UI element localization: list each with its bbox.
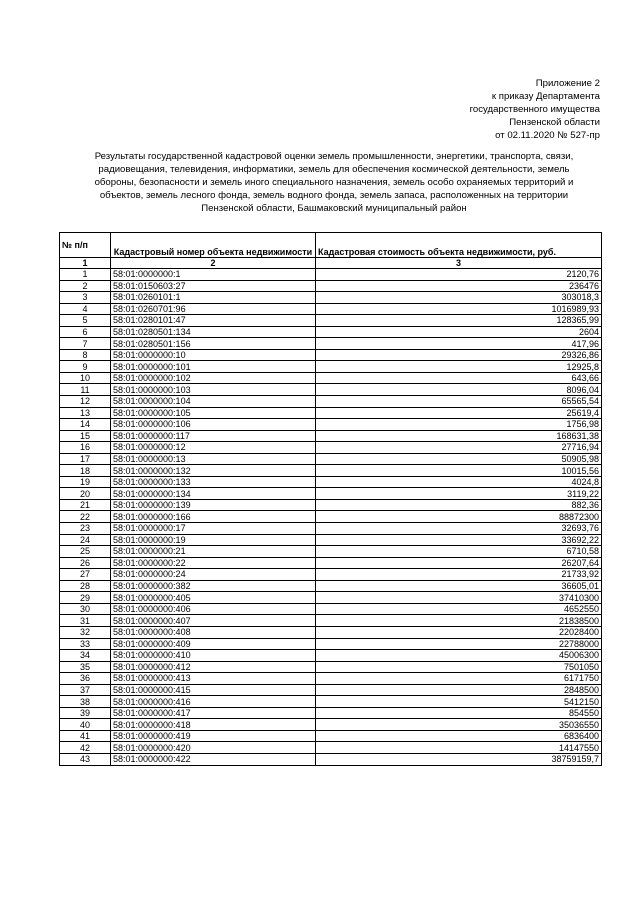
cadastral-number: 58:01:0000000:406 [111, 603, 316, 615]
cadastral-value: 45006300 [316, 650, 602, 662]
table-row [60, 465, 602, 477]
table-row [60, 661, 602, 673]
cadastral-number: 58:01:0000000:407 [111, 615, 316, 627]
cadastral-value: 4652550 [316, 603, 602, 615]
cadastral-number: 58:01:0000000:13 [111, 453, 316, 465]
row-number: 20 [60, 488, 111, 500]
row-number: 30 [60, 603, 111, 615]
row-number: 16 [60, 442, 111, 454]
header-number: № п/п [60, 233, 111, 258]
row-number: 40 [60, 719, 111, 731]
cadastral-value: 4024,8 [316, 476, 602, 488]
appendix-line: к приказу Департамента [491, 91, 600, 102]
cadastral-number: 58:01:0000000:12 [111, 442, 316, 454]
index-cell: 1 [60, 258, 111, 269]
table-row [60, 615, 602, 627]
row-number: 41 [60, 730, 111, 742]
table-row [60, 430, 602, 442]
table-row [60, 696, 602, 708]
table-row [60, 419, 602, 431]
cadastral-number: 58:01:0000000:417 [111, 707, 316, 719]
table-row [60, 742, 602, 754]
cadastral-number: 58:01:0000000:133 [111, 476, 316, 488]
row-number: 35 [60, 661, 111, 673]
cadastral-number: 58:01:0000000:132 [111, 465, 316, 477]
appendix-line: от 02.11.2020 № 527-пр [495, 130, 600, 141]
table-row [60, 326, 602, 338]
cadastral-number: 58:01:0280501:156 [111, 338, 316, 350]
table-row [60, 730, 602, 742]
title-line: радиовещания, телевидения, информатики, земель для обеспечения космической деятельности, земель [98, 164, 570, 175]
cadastral-number: 58:01:0000000:419 [111, 730, 316, 742]
row-number: 17 [60, 453, 111, 465]
table-row [60, 303, 602, 315]
cadastral-value: 8096,04 [316, 384, 602, 396]
cadastral-value: 38759159,7 [316, 753, 602, 765]
cadastral-number: 58:01:0000000:106 [111, 419, 316, 431]
row-number: 13 [60, 407, 111, 419]
cadastral-value: 854550 [316, 707, 602, 719]
table-row [60, 557, 602, 569]
cadastral-value: 50905,98 [316, 453, 602, 465]
table-row [60, 396, 602, 408]
cadastral-number: 58:01:0280101:47 [111, 315, 316, 327]
cadastral-value: 22788000 [316, 638, 602, 650]
row-number: 37 [60, 684, 111, 696]
cadastral-value: 35036550 [316, 719, 602, 731]
table-row [60, 523, 602, 535]
table-row [60, 269, 602, 281]
cadastral-value: 22028400 [316, 626, 602, 638]
cadastral-number: 58:01:0000000:412 [111, 661, 316, 673]
cadastral-number: 58:01:0000000:17 [111, 523, 316, 535]
table-row [60, 580, 602, 592]
cadastral-value: 5412150 [316, 696, 602, 708]
cadastral-value: 236476 [316, 280, 602, 292]
row-number: 22 [60, 511, 111, 523]
row-number: 39 [60, 707, 111, 719]
header-cadastral-value: Кадастровая стоимость объекта недвижимости, руб. [316, 233, 602, 258]
cadastral-number: 58:01:0000000:416 [111, 696, 316, 708]
table-row [60, 407, 602, 419]
table-row [60, 338, 602, 350]
table-row [60, 384, 602, 396]
appendix-line: Пензенской области [509, 117, 600, 128]
row-number: 43 [60, 753, 111, 765]
table-row [60, 638, 602, 650]
table-row [60, 673, 602, 685]
index-cell: 2 [111, 258, 316, 269]
cadastral-value: 14147550 [316, 742, 602, 754]
table-row [60, 603, 602, 615]
cadastral-value: 88872300 [316, 511, 602, 523]
appendix-line: Приложение 2 [535, 78, 600, 89]
cadastral-value: 1016989,93 [316, 303, 602, 315]
cadastral-value: 27716,94 [316, 442, 602, 454]
cadastral-value: 6710,58 [316, 546, 602, 558]
row-number: 25 [60, 546, 111, 558]
cadastral-number: 58:01:0000000:420 [111, 742, 316, 754]
cadastral-number: 58:01:0000000:101 [111, 361, 316, 373]
header-cadastral-number: Кадастровый номер объекта недвижимости [111, 233, 316, 258]
row-number: 10 [60, 372, 111, 384]
cadastral-number: 58:01:0000000:139 [111, 499, 316, 511]
table-row [60, 372, 602, 384]
cadastral-number: 58:01:0280501:134 [111, 326, 316, 338]
appendix-line: государственного имущества [469, 104, 600, 115]
table-index-row [60, 258, 602, 269]
row-number: 21 [60, 499, 111, 511]
cadastral-value: 65565,54 [316, 396, 602, 408]
cadastral-value: 6836400 [316, 730, 602, 742]
cadastral-number: 58:01:0000000:10 [111, 349, 316, 361]
row-number: 34 [60, 650, 111, 662]
row-number: 32 [60, 626, 111, 638]
table-row [60, 488, 602, 500]
cadastral-value: 36605,01 [316, 580, 602, 592]
row-number: 3 [60, 292, 111, 304]
cadastral-number: 58:01:0000000:166 [111, 511, 316, 523]
cadastral-value: 2848500 [316, 684, 602, 696]
row-number: 6 [60, 326, 111, 338]
table-row [60, 499, 602, 511]
appendix-header [470, 77, 600, 142]
cadastral-value: 303018,3 [316, 292, 602, 304]
table-row [60, 453, 602, 465]
table-row [60, 511, 602, 523]
row-number: 5 [60, 315, 111, 327]
cadastral-value: 2120,76 [316, 269, 602, 281]
row-number: 1 [60, 269, 111, 281]
cadastral-value: 128365,99 [316, 315, 602, 327]
document-title [64, 150, 604, 215]
cadastral-value: 37410300 [316, 592, 602, 604]
row-number: 8 [60, 349, 111, 361]
cadastral-value: 32693,76 [316, 523, 602, 535]
table-row [60, 592, 602, 604]
table-row [60, 626, 602, 638]
table-header-row [60, 233, 602, 258]
cadastral-number: 58:01:0000000:104 [111, 396, 316, 408]
table-row [60, 650, 602, 662]
cadastral-number: 58:01:0000000:409 [111, 638, 316, 650]
row-number: 7 [60, 338, 111, 350]
row-number: 4 [60, 303, 111, 315]
row-number: 23 [60, 523, 111, 535]
cadastral-value: 12925,8 [316, 361, 602, 373]
cadastral-number: 58:01:0000000:103 [111, 384, 316, 396]
cadastral-value: 25619,4 [316, 407, 602, 419]
row-number: 26 [60, 557, 111, 569]
table-row [60, 753, 602, 765]
row-number: 28 [60, 580, 111, 592]
row-number: 36 [60, 673, 111, 685]
cadastral-value: 1756,98 [316, 419, 602, 431]
cadastral-value: 168631,38 [316, 430, 602, 442]
table-row [60, 546, 602, 558]
cadastral-number: 58:01:0260101:1 [111, 292, 316, 304]
cadastral-value: 21838500 [316, 615, 602, 627]
cadastral-number: 58:01:0000000:1 [111, 269, 316, 281]
cadastral-number: 58:01:0000000:413 [111, 673, 316, 685]
table-row [60, 569, 602, 581]
table-row [60, 315, 602, 327]
table-row [60, 361, 602, 373]
cadastral-number: 58:01:0000000:408 [111, 626, 316, 638]
cadastral-number: 58:01:0260701:96 [111, 303, 316, 315]
cadastral-number: 58:01:0000000:134 [111, 488, 316, 500]
cadastral-value: 7501050 [316, 661, 602, 673]
cadastral-number: 58:01:0000000:415 [111, 684, 316, 696]
row-number: 29 [60, 592, 111, 604]
cadastral-number: 58:01:0000000:422 [111, 753, 316, 765]
table-row [60, 684, 602, 696]
cadastral-number: 58:01:0000000:24 [111, 569, 316, 581]
table-row [60, 280, 602, 292]
row-number: 31 [60, 615, 111, 627]
table-row [60, 534, 602, 546]
table-row [60, 442, 602, 454]
index-cell: 3 [316, 258, 602, 269]
row-number: 15 [60, 430, 111, 442]
row-number: 38 [60, 696, 111, 708]
row-number: 27 [60, 569, 111, 581]
row-number: 19 [60, 476, 111, 488]
cadastral-number: 58:01:0000000:102 [111, 372, 316, 384]
cadastral-value: 10015,56 [316, 465, 602, 477]
cadastral-number: 58:01:0150603:27 [111, 280, 316, 292]
cadastral-value: 3119,22 [316, 488, 602, 500]
table-row [60, 476, 602, 488]
title-line: Результаты государственной кадастровой оценки земель промышленности, энергетики, транспорта, связи, [94, 151, 574, 162]
row-number: 14 [60, 419, 111, 431]
cadastral-value: 26207,64 [316, 557, 602, 569]
row-number: 12 [60, 396, 111, 408]
title-line: Пензенской области, Башмаковский муниципальный район [201, 203, 467, 214]
cadastral-value: 33692,22 [316, 534, 602, 546]
cadastral-value: 643,66 [316, 372, 602, 384]
row-number: 18 [60, 465, 111, 477]
cadastral-number: 58:01:0000000:21 [111, 546, 316, 558]
title-line: обороны, безопасности и земель иного специального назначения, земель особо охраняемых территорий и [94, 177, 574, 188]
table-row [60, 292, 602, 304]
cadastral-number: 58:01:0000000:382 [111, 580, 316, 592]
row-number: 33 [60, 638, 111, 650]
table-row [60, 707, 602, 719]
cadastral-value: 21733,92 [316, 569, 602, 581]
cadastral-value: 29326,86 [316, 349, 602, 361]
cadastral-number: 58:01:0000000:105 [111, 407, 316, 419]
title-line: объектов, земель лесного фонда, земель водного фонда, земель запаса, расположенных на территории [99, 190, 569, 201]
row-number: 2 [60, 280, 111, 292]
cadastral-number: 58:01:0000000:418 [111, 719, 316, 731]
cadastral-number: 58:01:0000000:22 [111, 557, 316, 569]
cadastral-value: 6171750 [316, 673, 602, 685]
table-body [60, 269, 602, 766]
cadastral-value: 882,36 [316, 499, 602, 511]
cadastral-number: 58:01:0000000:410 [111, 650, 316, 662]
table-row [60, 719, 602, 731]
cadastral-value: 2604 [316, 326, 602, 338]
row-number: 24 [60, 534, 111, 546]
row-number: 9 [60, 361, 111, 373]
cadastral-number: 58:01:0000000:405 [111, 592, 316, 604]
row-number: 11 [60, 384, 111, 396]
row-number: 42 [60, 742, 111, 754]
cadastral-value: 417,96 [316, 338, 602, 350]
valuation-table [59, 232, 602, 766]
table-row [60, 349, 602, 361]
cadastral-number: 58:01:0000000:117 [111, 430, 316, 442]
cadastral-number: 58:01:0000000:19 [111, 534, 316, 546]
